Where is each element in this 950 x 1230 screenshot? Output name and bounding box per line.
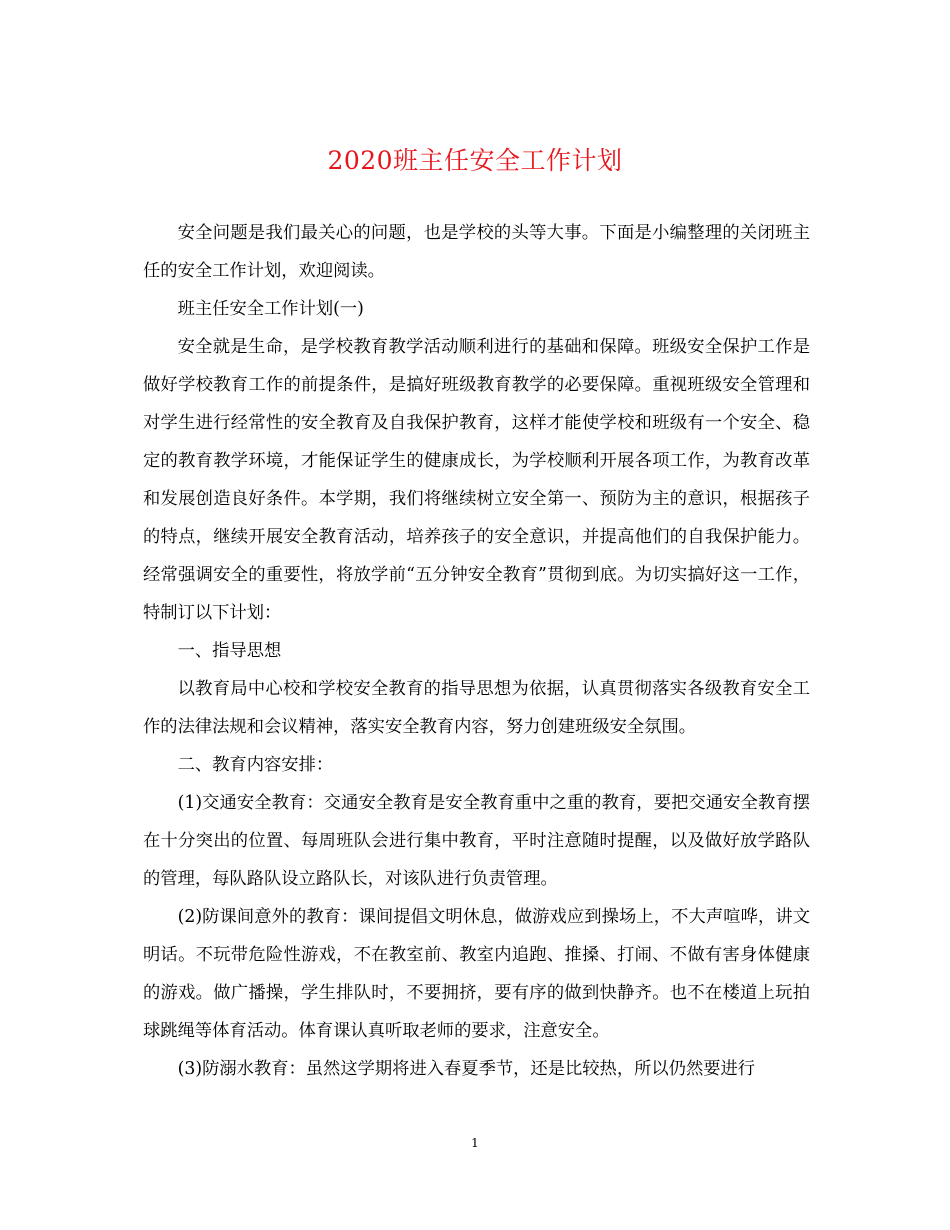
body-paragraph: 以教育局中心校和学校安全教育的指导思想为依据，认真贯彻落实各级教育安全工作的法律法规和会议精神，落实安全教育内容，努力创建班级安全氛围。 xyxy=(143,679,810,737)
document-title: 2020班主任安全工作计划 xyxy=(327,146,623,175)
section-heading-guiding-thought: 一、指导思想 xyxy=(177,641,282,661)
page-number: 1 xyxy=(471,1136,479,1150)
list-item-traffic-safety: (1)交通安全教育：交通安全教育是安全教育重中之重的教育，要把交通安全教育摆在十分突出的位置、每周班队会进行集中教育，平时注意随时提醒，以及做好放学路队的管理，每队路队设立路队长，对该队进行负责管理。 xyxy=(143,793,810,889)
section-heading-plan-one: 班主任安全工作计划(一) xyxy=(177,299,364,319)
list-item-drowning-prevention: (3)防溺水教育：虽然这学期将进入春夏季节，还是比较热，所以仍然要进行 xyxy=(177,1059,756,1079)
body-paragraph: 安全就是生命，是学校教育教学活动顺利进行的基础和保障。班级安全保护工作是做好学校教育工作的前提条件，是搞好班级教育教学的必要保障。重视班级安全管理和对学生进行经常性的安全教育及自我保护教育，这样才能使学校和班级有一个安全、稳定的教育教学环境，才能保证学生的健康成长，为学校顺利开展各项工作，为教育改革和发展创造良好条件。本学期，我们将继续树立安全第一、预防为主的意识，根据孩子的特点，继续开展安全教育活动，培养孩子的安全意识，并提高他们的自我保护能力。经常强调安全的重要性，将放学前“五分钟安全教育”贯彻到底。为切实搞好这一工作，特制订以下计划： xyxy=(143,337,810,623)
intro-paragraph: 安全问题是我们最关心的问题，也是学校的头等大事。下面是小编整理的关闭班主任的安全工作计划，欢迎阅读。 xyxy=(143,223,810,281)
document-body xyxy=(143,214,810,1088)
section-heading-content-arrangement: 二、教育内容安排： xyxy=(177,755,334,775)
list-item-break-accidents: (2)防课间意外的教育：课间提倡文明休息，做游戏应到操场上，不大声喧哗，讲文明话。不玩带危险性游戏，不在教室前、教室内追跑、推搡、打闹、不做有害身体健康的游戏。做广播操，学生排队时，不要拥挤，要有序的做到快静齐。也不在楼道上玩拍球跳绳等体育活动。体育课认真听取老师的要求，注意安全。 xyxy=(143,907,810,1041)
